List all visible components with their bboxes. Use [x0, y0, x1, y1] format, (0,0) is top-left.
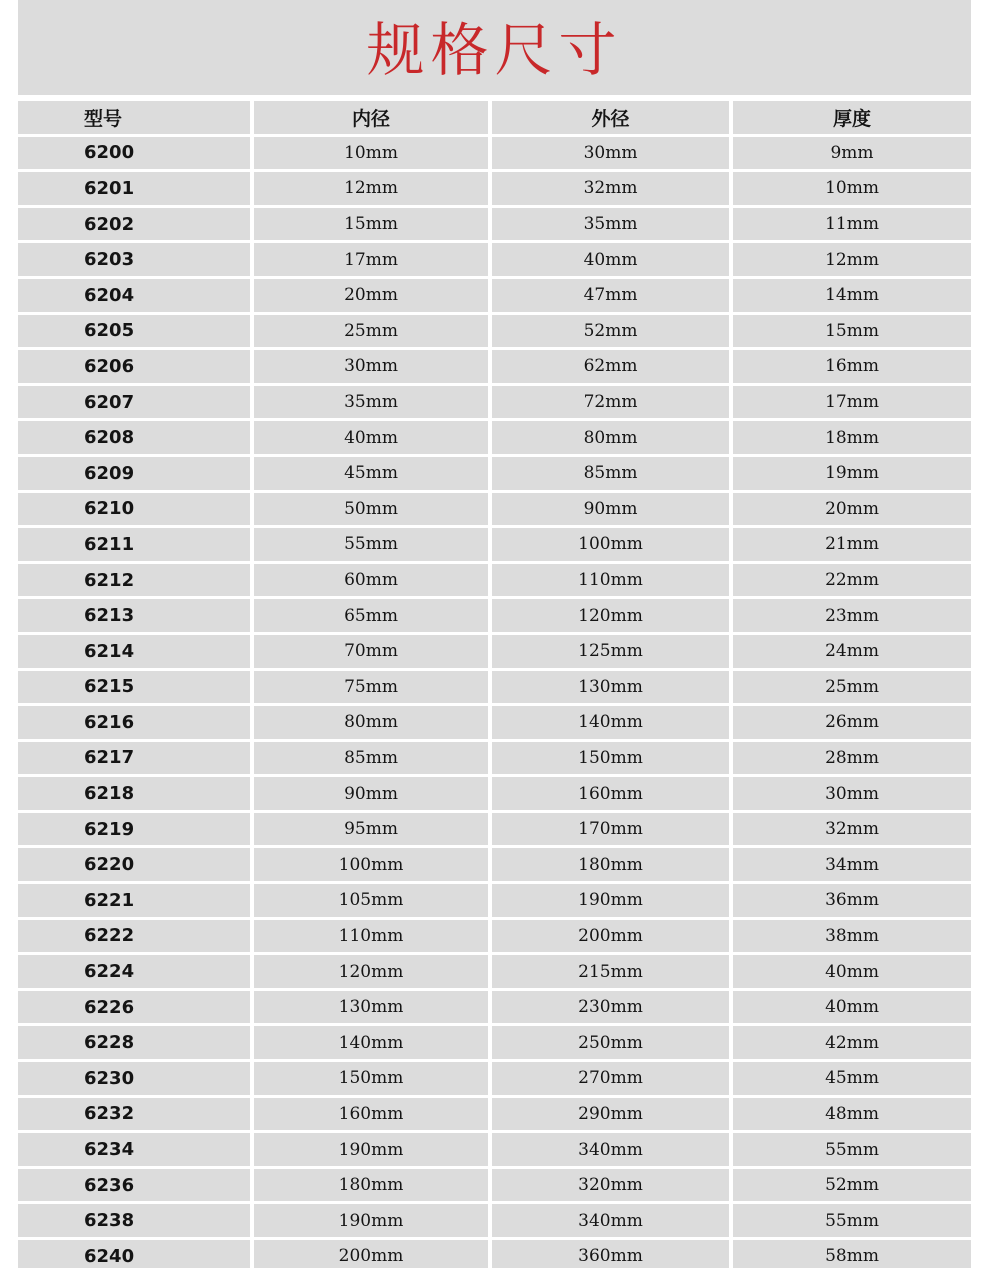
table-row — [18, 813, 971, 846]
table-row — [18, 955, 971, 988]
thickness-cell: 14mm — [733, 279, 971, 312]
thickness-cell: 52mm — [733, 1169, 971, 1202]
table-row — [18, 635, 971, 668]
inner-diameter-cell: 12mm — [254, 172, 492, 205]
outer-diameter-cell: 215mm — [492, 955, 733, 988]
inner-diameter-cell: 190mm — [254, 1133, 492, 1166]
outer-diameter-cell: 320mm — [492, 1169, 733, 1202]
table-row — [18, 706, 971, 739]
outer-diameter-cell: 270mm — [492, 1062, 733, 1095]
table-row — [18, 386, 971, 419]
outer-diameter-cell: 200mm — [492, 920, 733, 953]
outer-diameter-cell: 170mm — [492, 813, 733, 846]
model-cell: 6207 — [18, 386, 254, 419]
table-row — [18, 279, 971, 312]
outer-diameter-cell: 40mm — [492, 243, 733, 276]
model-cell: 6238 — [18, 1204, 254, 1237]
model-cell: 6216 — [18, 706, 254, 739]
inner-diameter-cell: 15mm — [254, 208, 492, 241]
model-cell: 6221 — [18, 884, 254, 917]
thickness-cell: 16mm — [733, 350, 971, 383]
thickness-cell: 55mm — [733, 1133, 971, 1166]
model-cell: 6202 — [18, 208, 254, 241]
thickness-cell: 48mm — [733, 1098, 971, 1131]
inner-diameter-cell: 65mm — [254, 599, 492, 632]
model-cell: 6215 — [18, 671, 254, 704]
table-row — [18, 350, 971, 383]
model-cell: 6205 — [18, 315, 254, 348]
inner-diameter-cell: 90mm — [254, 777, 492, 810]
model-cell: 6210 — [18, 493, 254, 526]
model-cell: 6219 — [18, 813, 254, 846]
inner-diameter-cell: 150mm — [254, 1062, 492, 1095]
outer-diameter-cell: 72mm — [492, 386, 733, 419]
inner-diameter-cell: 80mm — [254, 706, 492, 739]
outer-diameter-cell: 130mm — [492, 671, 733, 704]
table-row — [18, 1169, 971, 1202]
table-row — [18, 528, 971, 561]
thickness-cell: 42mm — [733, 1026, 971, 1059]
model-cell: 6209 — [18, 457, 254, 490]
table-row — [18, 1204, 971, 1237]
table-row — [18, 848, 971, 881]
thickness-cell: 19mm — [733, 457, 971, 490]
outer-diameter-cell: 47mm — [492, 279, 733, 312]
model-cell: 6222 — [18, 920, 254, 953]
outer-diameter-cell: 120mm — [492, 599, 733, 632]
column-header-inner-diameter: 内径 — [254, 101, 492, 134]
inner-diameter-cell: 160mm — [254, 1098, 492, 1131]
table-row — [18, 671, 971, 704]
thickness-cell: 11mm — [733, 208, 971, 241]
outer-diameter-cell: 290mm — [492, 1098, 733, 1131]
model-cell: 6226 — [18, 991, 254, 1024]
outer-diameter-cell: 110mm — [492, 564, 733, 597]
table-row — [18, 884, 971, 917]
thickness-cell: 32mm — [733, 813, 971, 846]
model-cell: 6201 — [18, 172, 254, 205]
model-cell: 6236 — [18, 1169, 254, 1202]
inner-diameter-cell: 10mm — [254, 137, 492, 170]
table-row — [18, 742, 971, 775]
inner-diameter-cell: 30mm — [254, 350, 492, 383]
table-row — [18, 172, 971, 205]
thickness-cell: 24mm — [733, 635, 971, 668]
thickness-cell: 9mm — [733, 137, 971, 170]
outer-diameter-cell: 85mm — [492, 457, 733, 490]
spec-table — [18, 98, 971, 1268]
inner-diameter-cell: 40mm — [254, 421, 492, 454]
table-row — [18, 564, 971, 597]
inner-diameter-cell: 180mm — [254, 1169, 492, 1202]
table-row — [18, 208, 971, 241]
inner-diameter-cell: 105mm — [254, 884, 492, 917]
inner-diameter-cell: 190mm — [254, 1204, 492, 1237]
table-row — [18, 991, 971, 1024]
model-cell: 6240 — [18, 1240, 254, 1268]
thickness-cell: 30mm — [733, 777, 971, 810]
table-row — [18, 920, 971, 953]
inner-diameter-cell: 50mm — [254, 493, 492, 526]
thickness-cell: 40mm — [733, 955, 971, 988]
table-row — [18, 1098, 971, 1131]
inner-diameter-cell: 35mm — [254, 386, 492, 419]
thickness-cell: 20mm — [733, 493, 971, 526]
outer-diameter-cell: 180mm — [492, 848, 733, 881]
model-cell: 6213 — [18, 599, 254, 632]
inner-diameter-cell: 25mm — [254, 315, 492, 348]
inner-diameter-cell: 55mm — [254, 528, 492, 561]
table-row — [18, 137, 971, 170]
thickness-cell: 21mm — [733, 528, 971, 561]
thickness-cell: 40mm — [733, 991, 971, 1024]
inner-diameter-cell: 100mm — [254, 848, 492, 881]
outer-diameter-cell: 30mm — [492, 137, 733, 170]
thickness-cell: 28mm — [733, 742, 971, 775]
outer-diameter-cell: 32mm — [492, 172, 733, 205]
inner-diameter-cell: 17mm — [254, 243, 492, 276]
thickness-cell: 34mm — [733, 848, 971, 881]
title-banner — [18, 0, 971, 95]
outer-diameter-cell: 62mm — [492, 350, 733, 383]
outer-diameter-cell: 150mm — [492, 742, 733, 775]
inner-diameter-cell: 120mm — [254, 955, 492, 988]
thickness-cell: 12mm — [733, 243, 971, 276]
table-row — [18, 457, 971, 490]
column-header-outer-diameter: 外径 — [492, 101, 733, 134]
outer-diameter-cell: 160mm — [492, 777, 733, 810]
model-cell: 6218 — [18, 777, 254, 810]
outer-diameter-cell: 360mm — [492, 1240, 733, 1268]
table-row — [18, 315, 971, 348]
outer-diameter-cell: 140mm — [492, 706, 733, 739]
table-row — [18, 243, 971, 276]
model-cell: 6212 — [18, 564, 254, 597]
inner-diameter-cell: 110mm — [254, 920, 492, 953]
column-header-model: 型号 — [18, 101, 254, 134]
model-cell: 6230 — [18, 1062, 254, 1095]
thickness-cell: 23mm — [733, 599, 971, 632]
thickness-cell: 55mm — [733, 1204, 971, 1237]
inner-diameter-cell: 130mm — [254, 991, 492, 1024]
inner-diameter-cell: 45mm — [254, 457, 492, 490]
thickness-cell: 10mm — [733, 172, 971, 205]
thickness-cell: 25mm — [733, 671, 971, 704]
model-cell: 6204 — [18, 279, 254, 312]
table-row — [18, 777, 971, 810]
thickness-cell: 26mm — [733, 706, 971, 739]
model-cell: 6234 — [18, 1133, 254, 1166]
model-cell: 6217 — [18, 742, 254, 775]
table-body — [18, 137, 971, 1268]
model-cell: 6224 — [18, 955, 254, 988]
outer-diameter-cell: 250mm — [492, 1026, 733, 1059]
inner-diameter-cell: 95mm — [254, 813, 492, 846]
thickness-cell: 58mm — [733, 1240, 971, 1268]
table-row — [18, 421, 971, 454]
column-header-thickness: 厚度 — [733, 101, 971, 134]
inner-diameter-cell: 60mm — [254, 564, 492, 597]
thickness-cell: 45mm — [733, 1062, 971, 1095]
outer-diameter-cell: 100mm — [492, 528, 733, 561]
model-cell: 6228 — [18, 1026, 254, 1059]
model-cell: 6208 — [18, 421, 254, 454]
outer-diameter-cell: 340mm — [492, 1133, 733, 1166]
thickness-cell: 18mm — [733, 421, 971, 454]
inner-diameter-cell: 140mm — [254, 1026, 492, 1059]
inner-diameter-cell: 200mm — [254, 1240, 492, 1268]
table-row — [18, 599, 971, 632]
model-cell: 6214 — [18, 635, 254, 668]
thickness-cell: 15mm — [733, 315, 971, 348]
model-cell: 6232 — [18, 1098, 254, 1131]
spec-sheet — [18, 0, 971, 1268]
model-cell: 6200 — [18, 137, 254, 170]
table-row — [18, 1133, 971, 1166]
outer-diameter-cell: 125mm — [492, 635, 733, 668]
thickness-cell: 38mm — [733, 920, 971, 953]
table-row — [18, 1026, 971, 1059]
outer-diameter-cell: 230mm — [492, 991, 733, 1024]
table-row — [18, 493, 971, 526]
model-cell: 6206 — [18, 350, 254, 383]
model-cell: 6203 — [18, 243, 254, 276]
table-header-row — [18, 101, 971, 134]
inner-diameter-cell: 85mm — [254, 742, 492, 775]
outer-diameter-cell: 90mm — [492, 493, 733, 526]
outer-diameter-cell: 80mm — [492, 421, 733, 454]
outer-diameter-cell: 35mm — [492, 208, 733, 241]
thickness-cell: 17mm — [733, 386, 971, 419]
inner-diameter-cell: 20mm — [254, 279, 492, 312]
thickness-cell: 22mm — [733, 564, 971, 597]
model-cell: 6220 — [18, 848, 254, 881]
table-row — [18, 1240, 971, 1268]
outer-diameter-cell: 190mm — [492, 884, 733, 917]
page-title: 规格尺寸 — [366, 15, 623, 84]
table-row — [18, 1062, 971, 1095]
outer-diameter-cell: 52mm — [492, 315, 733, 348]
outer-diameter-cell: 340mm — [492, 1204, 733, 1237]
inner-diameter-cell: 70mm — [254, 635, 492, 668]
thickness-cell: 36mm — [733, 884, 971, 917]
inner-diameter-cell: 75mm — [254, 671, 492, 704]
model-cell: 6211 — [18, 528, 254, 561]
